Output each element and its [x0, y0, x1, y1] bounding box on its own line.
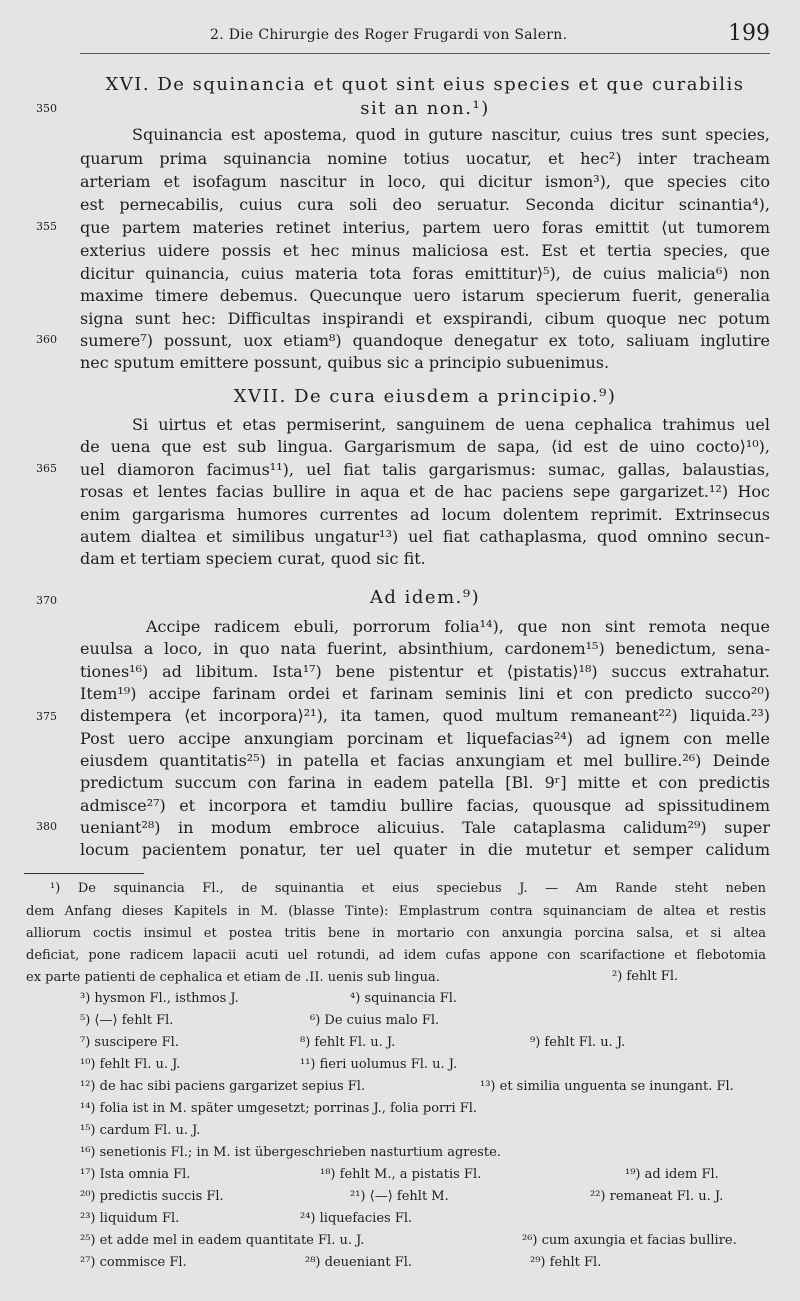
body-line: exterius uidere possis et hec minus maliciosa est. Est et tertia species, que: [80, 241, 770, 260]
body-line: enim gargarisma humores currentes ad locum dolentem reprimit. Extrinsecus: [80, 505, 770, 524]
body-line: distempera ⟨et incorpora⟩²¹), ita tamen, quod multum remaneant²²) liquida.²³): [80, 706, 770, 725]
running-header: [80, 21, 770, 54]
body-line: arteriam et isofagum nascitur in loco, qui dicitur ismon³), que species cito: [80, 172, 770, 191]
chapter-heading: XVI. De squinancia et quot sint eius species et que curabilis: [105, 74, 745, 95]
body-line: dicitur quinancia, cuius materia tota foras emittitur⟩⁵), de cuius malicia⁶) non: [80, 264, 770, 283]
body-line: rosas et lentes facias bullire in aqua et de hac paciens sepe gargarizet.¹²) Hoc: [80, 482, 770, 501]
body-line: tiones¹⁶) ad libitum. Ista¹⁷) bene pistentur et ⟨pistatis⟩¹⁸) succus extrahatur.: [80, 662, 770, 681]
line-number: 360: [36, 333, 57, 346]
footnote: ¹) De squinancia Fl., de squinantia et eius speciebus J. — Am Rande steht neben: [50, 881, 766, 896]
line-number: 365: [36, 462, 57, 475]
footnote: alliorum coctis insimul et postea tritis bene in mortario con anxungia porcina salsa, et si altea: [26, 926, 766, 941]
footnote: ¹²) de hac sibi paciens gargarizet sepius Fl.: [80, 1079, 366, 1094]
footnote: ⁷) suscipere Fl.: [80, 1035, 179, 1050]
body-line: eiusdem quantitatis²⁵) in patella et facias anxungiam et mel bullire.²⁶) Deinde: [80, 751, 770, 770]
line-number: 380: [36, 820, 57, 833]
body-line: Post uero accipe anxungiam porcinam et liquefacias²⁴) ad ignem con melle: [80, 729, 770, 748]
line-number: 370: [36, 594, 57, 607]
body-line: predictum succum con farina in eadem patella [Bl. 9ʳ] mitte et con predictis: [80, 773, 770, 792]
body-line: quarum prima squinancia nomine totius uocatur, et hec²) inter tracheam: [80, 149, 770, 168]
body-line: locum pacientem ponatur, ter uel quater in die mutetur et semper calidum: [80, 840, 770, 859]
footnote-rule: [24, 873, 144, 874]
body-line: Squinancia est apostema, quod in guture nascitur, cuius tres sunt species,: [132, 125, 770, 144]
section-heading: Ad idem.⁹): [369, 587, 481, 608]
running-title: 2. Die Chirurgie des Roger Frugardi von Salern.: [210, 27, 568, 43]
footnote: ²³) liquidum Fl.: [80, 1211, 180, 1226]
body-line: dam et tertiam speciem curat, quod sic fit.: [80, 549, 426, 568]
footnote: ¹⁶) senetionis Fl.; in M. ist übergeschrieben nasturtium agreste.: [80, 1145, 501, 1160]
body-line: que partem materies retinet interius, partem uero foras emittit ⟨ut tumorem: [80, 218, 770, 237]
body-line: sumere⁷) possunt, uox etiam⁸) quandoque denegatur ex toto, saliuam inglutire: [80, 331, 770, 350]
body-line: Item¹⁹) accipe farinam ordei et farinam seminis lini et con predicto succo²⁰): [80, 684, 770, 703]
body-line: maxime timere debemus. Quecunque uero istarum specierum fuerit, generalia: [80, 286, 770, 305]
footnote: ²⁶) cum axungia et facias bullire.: [522, 1233, 737, 1248]
footnote: deficiat, pone radicem lapacii acuti uel rotundi, ad idem cufas appone con scarifactione et flebotomia: [26, 948, 766, 963]
body-line: uel diamoron facimus¹¹), uel fiat talis gargarismus: sumac, gallas, balaustias,: [80, 460, 770, 479]
footnote: ex parte patienti de cephalica et etiam de .II. uenis sub lingua.: [26, 970, 440, 985]
footnote: ⁴) squinancia Fl.: [350, 991, 458, 1006]
footnote: ¹⁹) ad idem Fl.: [625, 1167, 719, 1182]
page-number: 199: [728, 21, 770, 46]
body-line: euulsa a loco, in quo nata fuerint, absinthium, cardonem¹⁵) benedictum, sena-: [80, 639, 770, 658]
footnote: ⁵) ⟨—⟩ fehlt Fl.: [80, 1013, 174, 1028]
line-number: 350: [36, 102, 57, 115]
footnote: ²²) remaneat Fl. u. J.: [590, 1189, 724, 1204]
chapter-heading: sit an non.¹): [360, 98, 490, 119]
footnote: ¹³) et similia unguenta se inungant. Fl.: [480, 1079, 734, 1094]
footnote: ²⁷) commisce Fl.: [80, 1255, 187, 1270]
footnote: ¹⁵) cardum Fl. u. J.: [80, 1123, 201, 1138]
body-line: est pernecabilis, cuius cura soli deo seruatur. Seconda dicitur scinantia⁴),: [80, 195, 770, 214]
footnote: ⁸) fehlt Fl. u. J.: [300, 1035, 396, 1050]
body-line: autem dialtea et similibus ungatur¹³) uel fiat cathaplasma, quod omnino secun-: [80, 527, 770, 546]
footnote: ²) fehlt Fl.: [612, 969, 679, 984]
chapter-heading: XVII. De cura eiusdem a principio.⁹): [233, 386, 617, 407]
footnote: ¹⁸) fehlt M., a pistatis Fl.: [320, 1167, 482, 1182]
footnote: ²⁴) liquefacies Fl.: [300, 1211, 413, 1226]
body-line: nec sputum emittere possunt, quibus sic a principio subuenimus.: [80, 353, 610, 372]
footnote: ⁶) De cuius malo Fl.: [310, 1013, 440, 1028]
footnote: ²⁹) fehlt Fl.: [530, 1255, 602, 1270]
footnote: ²⁵) et adde mel in eadem quantitate Fl. u. J.: [80, 1233, 365, 1248]
line-number: 355: [36, 220, 57, 233]
footnote: ⁹) fehlt Fl. u. J.: [530, 1035, 626, 1050]
footnote: ¹¹) fieri uolumus Fl. u. J.: [300, 1057, 458, 1072]
body-line: signa sunt hec: Difficultas inspirandi et exspirandi, cibum quoque nec potum: [80, 309, 770, 328]
body-line: de uena que est sub lingua. Gargarismum de sapa, ⟨id est de uino cocto⟩¹⁰),: [80, 437, 770, 456]
line-number: 375: [36, 710, 57, 723]
body-line: ueniant²⁸) in modum embroce alicuius. Tale cataplasma calidum²⁹) super: [80, 818, 770, 837]
footnote: ²⁰) predictis succis Fl.: [80, 1189, 224, 1204]
footnote: ²¹) ⟨—⟩ fehlt M.: [350, 1189, 449, 1204]
body-line: Si uirtus et etas permiserint, sanguinem de uena cephalica trahimus uel: [132, 415, 770, 434]
footnote: ²⁸) deueniant Fl.: [305, 1255, 413, 1270]
footnote: ¹⁴) folia ist in M. später umgesetzt; porrinas J., folia porri Fl.: [80, 1101, 478, 1116]
footnote: ¹⁰) fehlt Fl. u. J.: [80, 1057, 181, 1072]
footnote: ³) hysmon Fl., isthmos J.: [80, 991, 239, 1006]
footnote: ¹⁷) Ista omnia Fl.: [80, 1167, 191, 1182]
body-line: admisce²⁷) et incorpora et tamdiu bullire facias, quousque ad spissitudinem: [80, 796, 770, 815]
footnote: dem Anfang dieses Kapitels in M. (blasse Tinte): Emplastrum contra squinanciam de altea et restis: [26, 904, 766, 919]
body-line: Accipe radicem ebuli, porrorum folia¹⁴), que non sint remota neque: [146, 617, 770, 636]
